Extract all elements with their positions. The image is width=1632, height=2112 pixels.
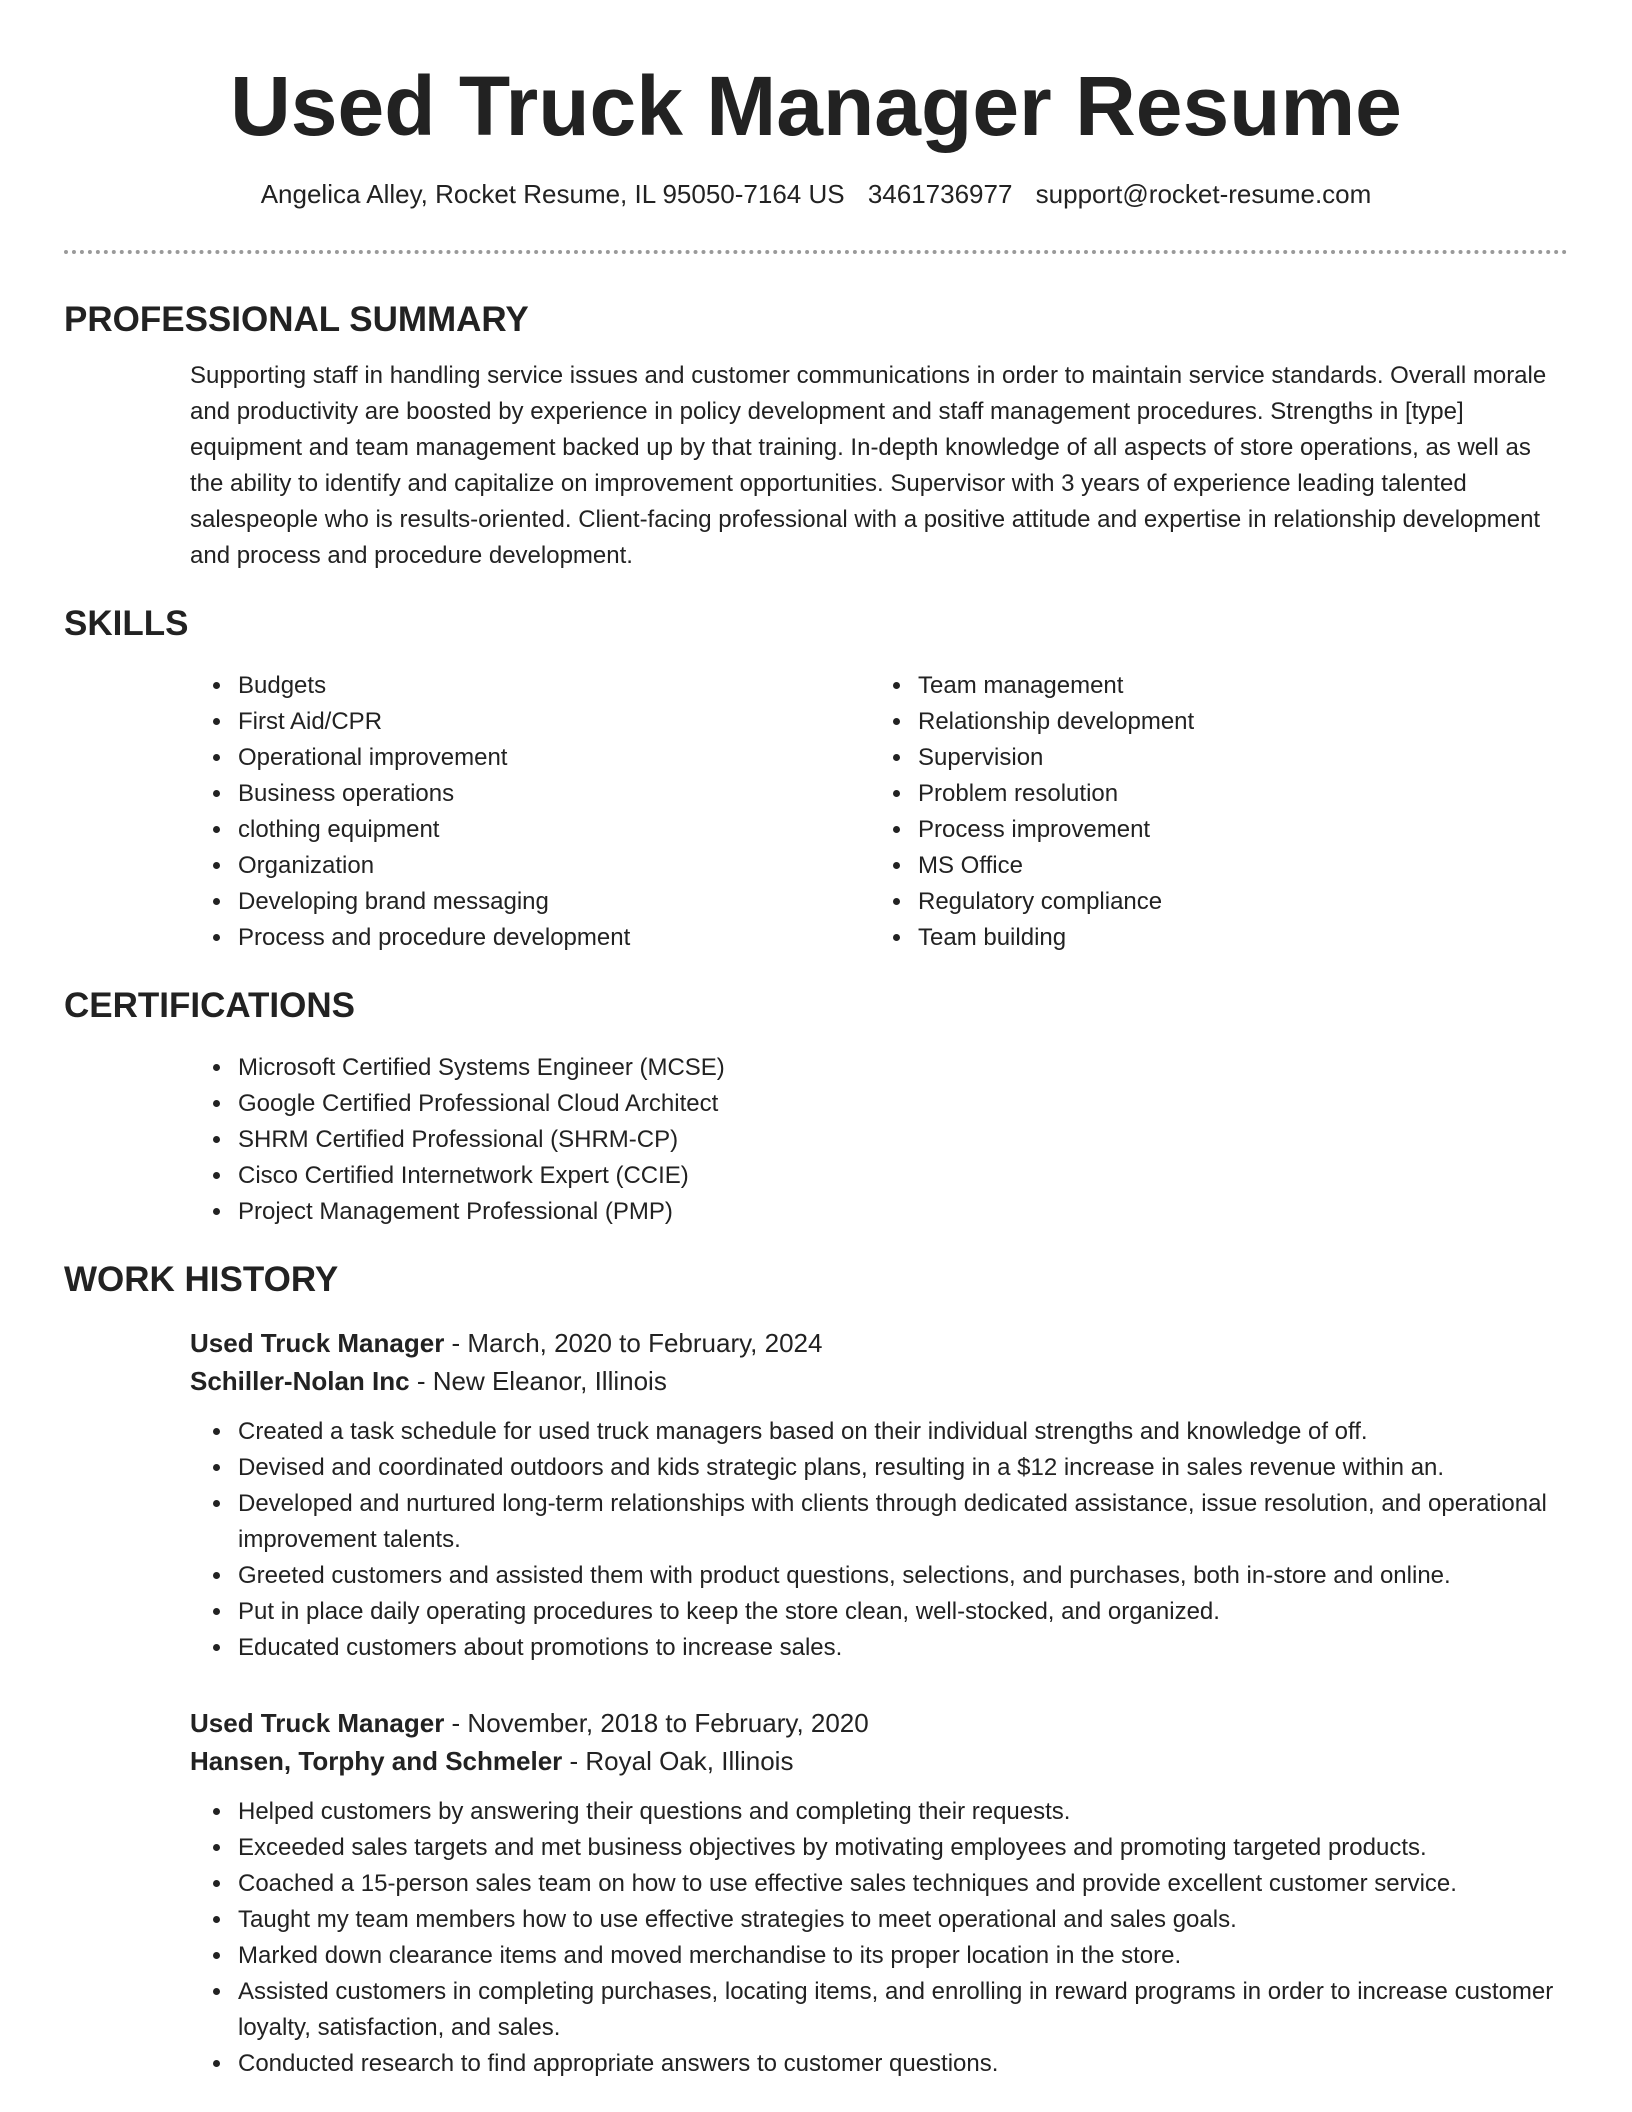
- job-duty-item: • Devised and coordinated outdoors and kids strategic plans, resulting in a $12 increase in sales revenue within an.: [234, 1450, 1568, 1486]
- skill-item: • MS Office: [914, 848, 1194, 884]
- skills-heading: SKILLS: [64, 604, 189, 643]
- skill-item: • Team management: [914, 668, 1194, 704]
- job-duty-item: • Marked down clearance items and moved merchandise to its proper location in the store.: [234, 1938, 1568, 1974]
- skills-columns: [64, 668, 1568, 956]
- job-company: Schiller-Nolan Inc: [190, 1366, 410, 1396]
- contact-address: Angelica Alley, Rocket Resume, IL 95050-7164 US: [260, 179, 845, 209]
- job-duty-item: • Educated customers about promotions to increase sales.: [234, 1630, 1568, 1666]
- skill-item: • Relationship development: [914, 704, 1194, 740]
- summary-heading: PROFESSIONAL SUMMARY: [64, 300, 529, 339]
- job-location: - New Eleanor, Illinois: [409, 1366, 667, 1396]
- job-dates: - November, 2018 to February, 2020: [444, 1708, 869, 1738]
- skill-item: • Organization: [234, 848, 743, 884]
- job-duty-item: • Assisted customers in completing purchases, locating items, and enrolling in reward programs in order to increase customer loyalty, satisfaction, and sales.: [234, 1974, 1568, 2046]
- certification-item: • Google Certified Professional Cloud Architect: [234, 1086, 1568, 1122]
- skill-item: • First Aid/CPR: [234, 704, 743, 740]
- job-duty-item: • Conducted research to find appropriate answers to customer questions.: [234, 2046, 1568, 2082]
- job-company-line: [190, 1742, 1568, 1780]
- job-duty-item: • Helped customers by answering their questions and completing their requests.: [234, 1794, 1568, 1830]
- contact-line: [64, 176, 1568, 212]
- job-company-line: [190, 1362, 1568, 1400]
- skill-item: • Process and procedure development: [234, 920, 743, 956]
- job-duty-item: • Developed and nurtured long-term relationships with clients through dedicated assistance, issue resolution, and operational improvement talents.: [234, 1486, 1568, 1558]
- job-location: - Royal Oak, Illinois: [562, 1746, 794, 1776]
- job-company: Hansen, Torphy and Schmeler: [190, 1746, 563, 1776]
- skill-item: • Team building: [914, 920, 1194, 956]
- summary-text: Supporting staff in handling service issues and customer communications in order to maintain service standards. Overall morale and productivity are boosted by experience in policy development and staff management procedures. Strengths in [type] equipment and team management backed up by that training. In-depth knowledge of all aspects of store operations, as well as the ability to identify and capitalize on improvement opportunities. Supervisor with 3 years of experience leading talented salespeople who is results-oriented. Client-facing professional with a positive attitude and expertise in relationship development and process and procedure development.: [190, 362, 1547, 569]
- certification-item: • Microsoft Certified Systems Engineer (MCSE): [234, 1050, 1568, 1086]
- certifications-list: [64, 1050, 1568, 1230]
- job-dates: - March, 2020 to February, 2024: [444, 1328, 823, 1358]
- skill-item: • Operational improvement: [234, 740, 743, 776]
- job-title-line: [190, 1704, 1568, 1742]
- job-duty-item: • Created a task schedule for used truck managers based on their individual strengths and knowledge of off.: [234, 1414, 1568, 1450]
- job-duty-item: • Exceeded sales targets and met business objectives by motivating employees and promoting targeted products.: [234, 1830, 1568, 1866]
- skill-item: • Supervision: [914, 740, 1194, 776]
- skill-item: • Budgets: [234, 668, 743, 704]
- contact-email: support@rocket-resume.com: [1035, 179, 1372, 209]
- skills-list-right: [743, 668, 1194, 956]
- skill-item: • Developing brand messaging: [234, 884, 743, 920]
- job-title: Used Truck Manager: [190, 1328, 445, 1358]
- skill-item: • Business operations: [234, 776, 743, 812]
- contact-phone: 3461736977: [867, 179, 1013, 209]
- certification-item: • Cisco Certified Internetwork Expert (CCIE): [234, 1158, 1568, 1194]
- certifications-heading: CERTIFICATIONS: [64, 986, 356, 1025]
- skill-item: • Process improvement: [914, 812, 1194, 848]
- job-entry: [190, 1324, 1568, 1666]
- skill-item: • Regulatory compliance: [914, 884, 1194, 920]
- job-entry: [190, 1704, 1568, 2082]
- job-duty-item: • Taught my team members how to use effective strategies to meet operational and sales goals.: [234, 1902, 1568, 1938]
- certification-item: • SHRM Certified Professional (SHRM-CP): [234, 1122, 1568, 1158]
- certification-item: • Project Management Professional (PMP): [234, 1194, 1568, 1230]
- job-duty-item: • Put in place daily operating procedures to keep the store clean, well-stocked, and organized.: [234, 1594, 1568, 1630]
- job-duties-list: [190, 1794, 1568, 2082]
- skills-list-left: [64, 668, 743, 956]
- work-history-heading: WORK HISTORY: [64, 1260, 339, 1299]
- skill-item: • Problem resolution: [914, 776, 1194, 812]
- skill-item: • clothing equipment: [234, 812, 743, 848]
- job-duties-list: [190, 1414, 1568, 1666]
- job-duty-item: • Coached a 15-person sales team on how to use effective sales techniques and provide excellent customer service.: [234, 1866, 1568, 1902]
- job-duty-item: • Greeted customers and assisted them with product questions, selections, and purchases, both in-store and online.: [234, 1558, 1568, 1594]
- resume-title: Used Truck Manager Resume: [230, 59, 1402, 153]
- job-title: Used Truck Manager: [190, 1708, 445, 1738]
- job-title-line: [190, 1324, 1568, 1362]
- header-divider: [64, 250, 1568, 254]
